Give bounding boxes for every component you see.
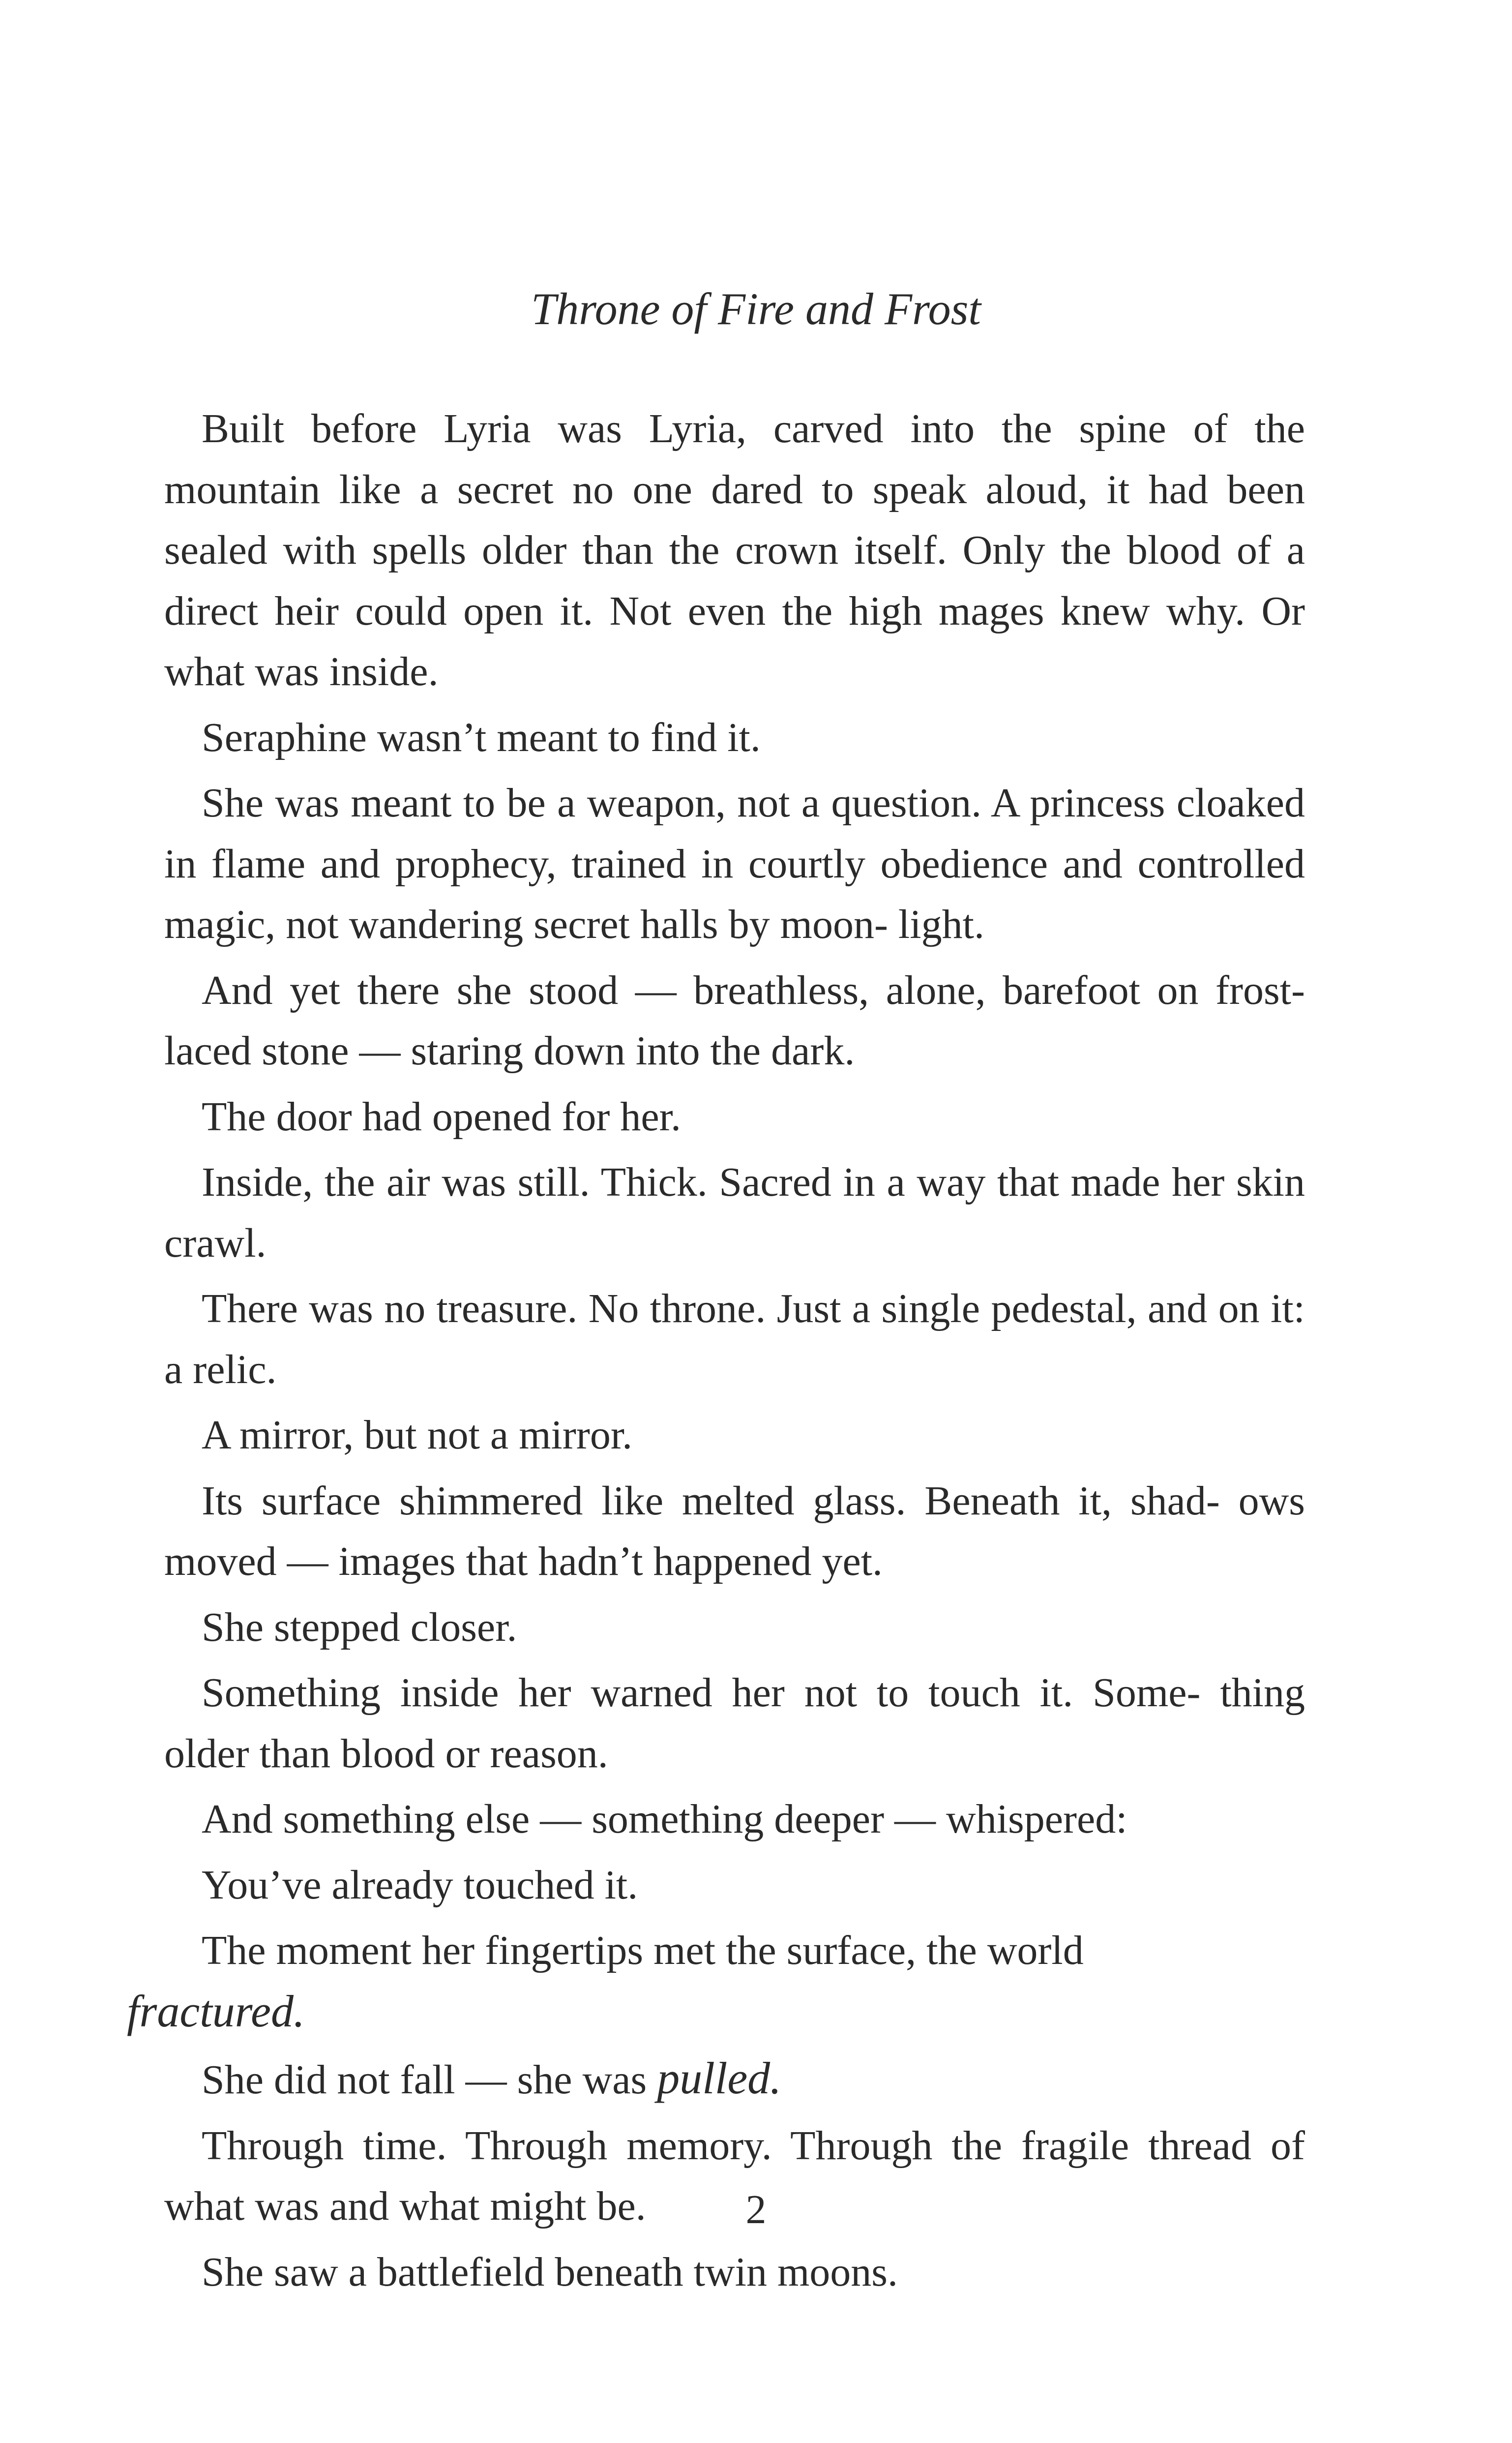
paragraph: Its surface shimmered like melted glass. Beneath it, shad- ows moved — images that hadn’t happened yet.	[164, 1478, 1305, 1584]
paragraph: Inside, the air was still. Thick. Sacred in a way that made her skin crawl.	[164, 1159, 1305, 1266]
emphasized-word: fractured.	[127, 1986, 305, 2036]
paragraph: And something else — something deeper — whispered:	[202, 1796, 1127, 1842]
page-number: 2	[745, 2187, 767, 2232]
paragraph: Through time. Through memory. Through the fragile thread of what was and what might be.	[164, 2122, 1305, 2229]
paragraph: Built before Lyria was Lyria, carved into the spine of the mountain like a secret no one dared to speak aloud, it had been sealed with spells older than the crown itself. Only the blood of a direct heir could open it. Not even the high mages knew why. Or what was inside.	[164, 406, 1305, 694]
paragraph: She stepped closer.	[202, 1604, 517, 1650]
paragraph: Seraphine wasn’t meant to find it.	[202, 714, 761, 760]
paragraph: You’ve already touched it.	[202, 1862, 638, 1908]
paragraph: She did not fall — she was pulled.	[202, 2053, 782, 2103]
paragraph: A mirror, but not a mirror.	[202, 1412, 633, 1458]
paragraph: The moment her fingertips met the surface, the world fractured.	[127, 1928, 1084, 2036]
paragraph: There was no treasure. No throne. Just a single pedestal, and on it: a relic.	[164, 1286, 1305, 1392]
running-head: Throne of Fire and Frost	[531, 284, 981, 334]
paragraph: The door had opened for her.	[202, 1093, 681, 1140]
paragraph: She was meant to be a weapon, not a question. A princess cloaked in flame and prophecy, trained in courtly obedience and controlled magic, not wandering secret halls by moon- light.	[164, 780, 1305, 947]
paragraph: She saw a battlefield beneath twin moons.	[202, 2249, 898, 2295]
paragraph: And yet there she stood — breathless, alone, barefoot on frost-laced stone — staring down into the dark.	[164, 967, 1305, 1074]
body-text	[127, 398, 1305, 2307]
paragraph: Something inside her warned her not to touch it. Some- thing older than blood or reason.	[164, 1670, 1305, 1777]
emphasized-word: pulled.	[657, 2053, 782, 2103]
